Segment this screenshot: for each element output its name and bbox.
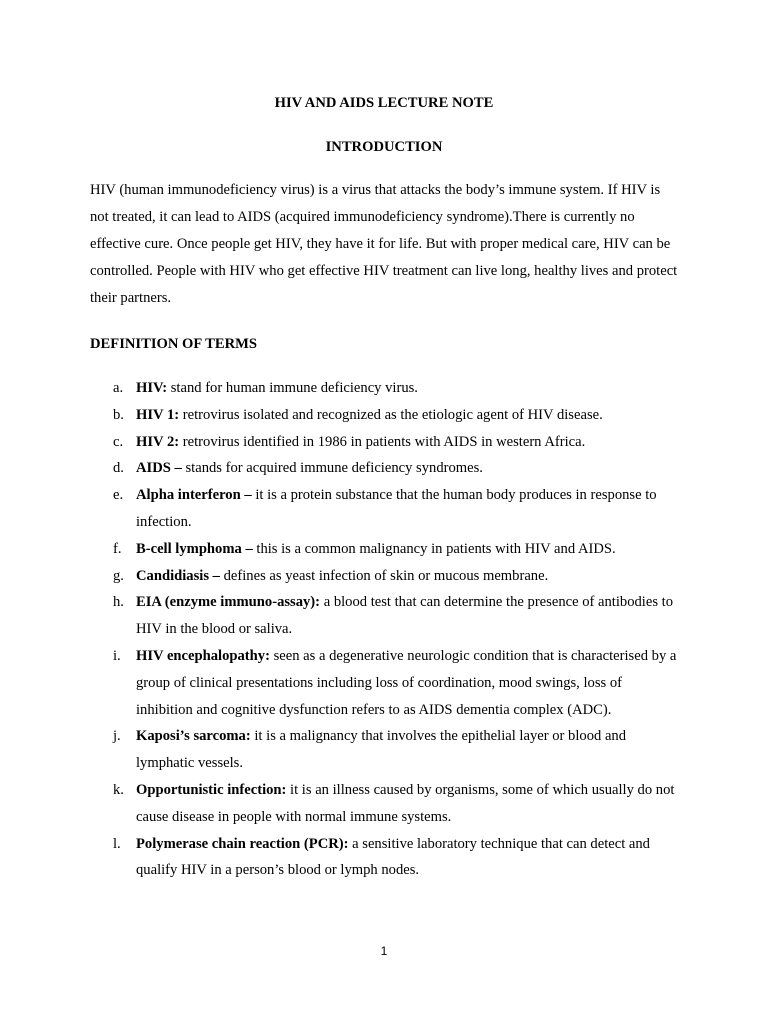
list-item	[90, 589, 680, 643]
list-marker: j.	[113, 728, 121, 745]
list-marker: a.	[113, 380, 124, 396]
list-marker: f.	[113, 540, 122, 557]
term-name: HIV 2:	[136, 433, 180, 450]
term-name: Kaposi’s sarcoma:	[136, 728, 251, 745]
term-definition: defines as yeast infection of skin or mucous membrane.	[219, 567, 549, 584]
list-item	[90, 455, 680, 482]
term-name: HIV 1:	[136, 406, 180, 423]
term-name: HIV encephalopathy:	[136, 647, 270, 664]
list-item	[90, 831, 680, 885]
term-definition: stand for human immune deficiency virus.	[167, 380, 418, 396]
term-name: EIA (enzyme immuno-assay):	[136, 594, 321, 611]
list-item	[90, 429, 680, 456]
term-name: Opportunistic infection:	[136, 781, 287, 798]
page-title: HIV AND AIDS LECTURE NOTE	[274, 95, 494, 111]
list-marker: g.	[113, 567, 124, 584]
list-marker: b.	[113, 406, 124, 423]
term-definition: it is a malignancy that involves the epithelial layer or blood and lymphatic vessels.	[136, 728, 627, 772]
definitions-heading: DEFINITION OF TERMS	[90, 336, 258, 352]
term-name: Polymerase chain reaction (PCR):	[136, 835, 349, 852]
introduction-heading: INTRODUCTION	[325, 139, 443, 155]
page-number: 1	[380, 944, 388, 958]
term-definition: a blood test that can determine the presence of antibodies to HIV in the blood or saliva.	[136, 594, 674, 638]
term-definition: retrovirus identified in 1986 in patients with AIDS in western Africa.	[179, 433, 586, 450]
list-marker: l.	[113, 835, 121, 852]
term-name: AIDS –	[136, 460, 182, 477]
list-item	[90, 723, 680, 777]
list-item	[90, 536, 680, 563]
list-item	[90, 643, 680, 723]
list-item	[90, 375, 680, 402]
term-definition: stands for acquired immune deficiency syndromes.	[181, 460, 483, 477]
term-name: B-cell lymphoma –	[136, 540, 253, 557]
list-marker: i.	[113, 647, 121, 664]
introduction-paragraph: HIV (human immunodeficiency virus) is a virus that attacks the body’s immune system. If HIV is not treated, it can lead to AIDS (acquired immunodeficiency syndrome).There is currently no effective cure. Once people get HIV, they have it for life. But with proper medical care, HIV can be controlled. People with HIV who get effective HIV treatment can live long, healthy lives and protect their partners.	[90, 182, 678, 306]
term-definition: it is a protein substance that the human body produces in response to infection.	[136, 487, 657, 530]
list-item	[90, 563, 680, 590]
term-definition: retrovirus isolated and recognized as the etiologic agent of HIV disease.	[179, 406, 603, 423]
term-name: HIV:	[136, 380, 168, 396]
list-marker: h.	[113, 594, 124, 611]
list-marker: c.	[113, 433, 124, 450]
term-definition: a sensitive laboratory technique that can detect and qualify HIV in a person’s blood or lymph nodes.	[136, 835, 650, 879]
definitions-list	[90, 375, 680, 884]
term-definition: this is a common malignancy in patients with HIV and AIDS.	[252, 540, 616, 557]
list-item	[90, 777, 680, 831]
list-item	[90, 482, 680, 536]
term-name: Alpha interferon –	[136, 487, 252, 504]
term-name: Candidiasis –	[136, 567, 220, 584]
list-marker: d.	[113, 460, 124, 477]
term-definition: it is an illness caused by organisms, some of which usually do not cause disease in people with normal immune systems.	[136, 781, 675, 825]
list-item	[90, 402, 680, 429]
list-marker: e.	[113, 487, 124, 504]
list-marker: k.	[113, 781, 124, 798]
term-definition: seen as a degenerative neurologic condition that is characterised by a group of clinical presentations including loss of coordination, mood swings, loss of inhibition and cognitive dysfunction refers to as AIDS dementia complex (ADC).	[136, 647, 677, 718]
